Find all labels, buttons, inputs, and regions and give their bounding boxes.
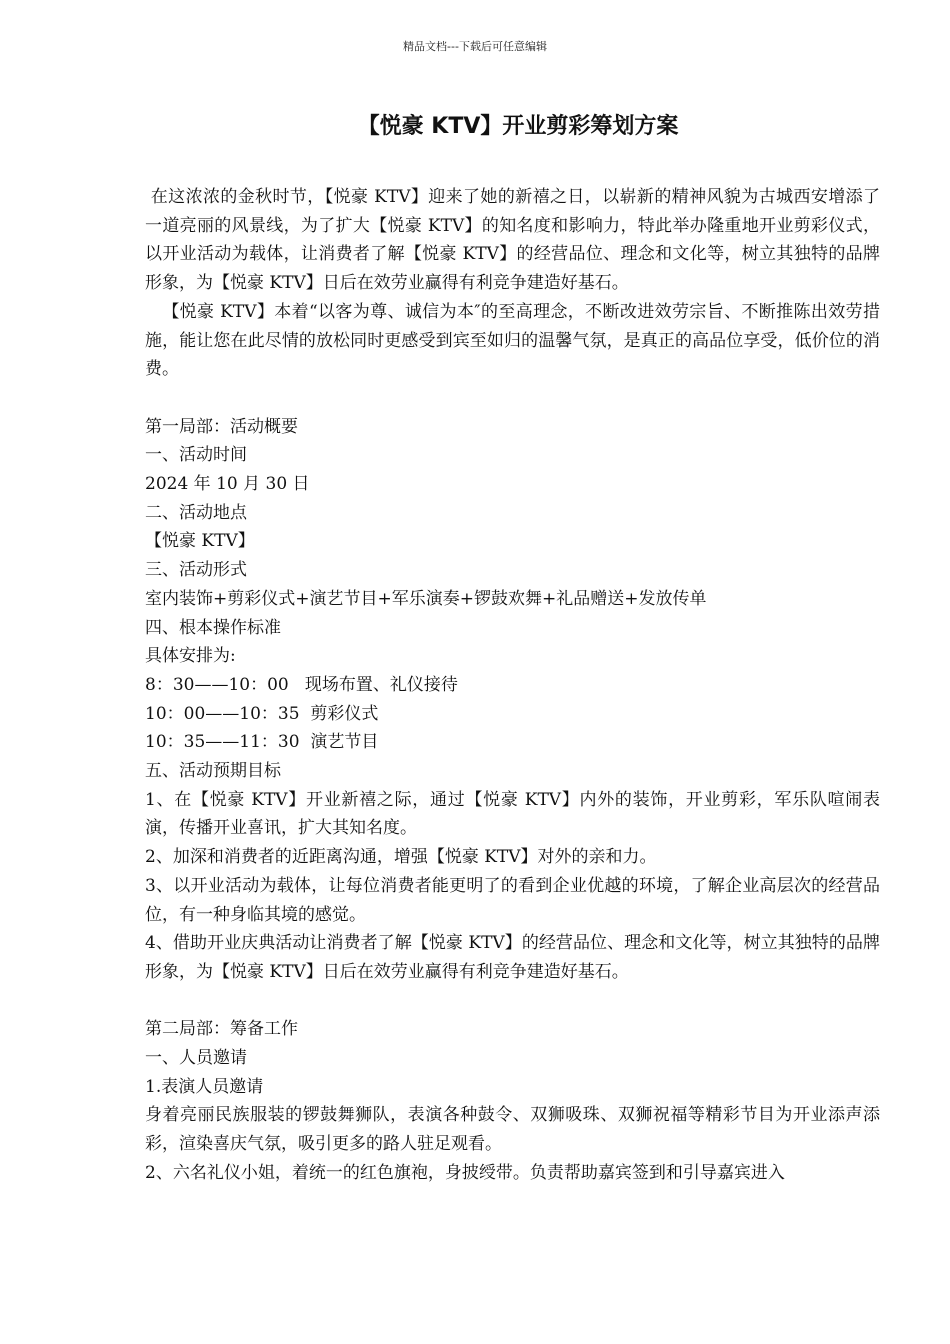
activity-time-heading: 一、活动时间: [145, 445, 247, 466]
header-note: 精品文档---下载后可任意编辑: [403, 40, 547, 53]
document-title: 【悦豪 KTV】开业剪彩筹划方案: [357, 114, 679, 139]
performer-heading: 1.表演人员邀请: [145, 1076, 264, 1097]
schedule-item: 10：35——11：30 演艺节目: [145, 732, 379, 753]
goal-item: 4、借助开业庆典活动让消费者了解【悦豪 KTV】的经营品位、理念和文化等，树立其独特的品牌形象，为【悦豪 KTV】日后在效劳业赢得有利竞争建造好基石。: [145, 933, 880, 982]
part1-heading: 第一局部：活动概要: [145, 416, 298, 437]
activity-form-value: 室内装饰+剪彩仪式+演艺节目+军乐演奏+锣鼓欢舞+礼品赠送+发放传单: [145, 588, 707, 609]
spacer: [145, 987, 880, 1016]
activity-form-heading: 三、活动形式: [145, 560, 247, 581]
goal-item: 3、以开业活动为载体，让每位消费者能更明了的看到企业优越的环境，了解企业高层次的经营品位，有一种身临其境的感觉。: [145, 875, 880, 925]
activity-place-value: 【悦豪 KTV】: [145, 531, 255, 552]
intro-paragraph-2: 【悦豪 KTV】本着“以客为尊、诚信为本″的至高理念，不断改进效劳宗旨、不断推陈出效劳措施，能让您在此尽情的放松同时更感受到宾至如归的温馨气氛，是真正的高品位享受，低价位的消费。: [145, 301, 880, 380]
etiquette-text: 2、六名礼仪小姐，着统一的红色旗袍，身披绶带。负责帮助嘉宾签到和引导嘉宾进入: [145, 1162, 785, 1183]
activity-time-value: 2024 年 10 月 30 日: [145, 474, 310, 495]
goal-item: 1、在【悦豪 KTV】开业新禧之际，通过【悦豪 KTV】内外的装饰，开业剪彩，军乐队喧闹表演，传播开业喜讯，扩大其知名度。: [145, 789, 880, 839]
intro-paragraph-1: 在这浓浓的金秋时节，【悦豪 KTV】迎来了她的新禧之日，以崭新的精神风貌为古城西安增添了一道亮丽的风景线，为了扩大【悦豪 KTV】的知名度和影响力，特此举办隆重地开业剪彩仪式，以开业活动为载体，让消费者了解【悦豪 KTV】的经营品位、理念和文化等，树立其独特的品牌形象，为【悦豪 KTV】日后在效劳业赢得有利竞争建造好基石。: [145, 187, 880, 294]
schedule-item: 10：00——10：35 剪彩仪式: [145, 703, 379, 724]
spacer: [145, 384, 880, 413]
schedule-item: 8：30——10：00 现场布置、礼仪接待: [145, 674, 458, 695]
document-body: [145, 183, 880, 1188]
schedule-intro: 具体安排为:: [145, 646, 236, 667]
part2-heading: 第二局部：筹备工作: [145, 1019, 298, 1040]
goals-heading: 五、活动预期目标: [145, 761, 281, 782]
goal-item: 2、加深和消费者的近距离沟通，增强【悦豪 KTV】对外的亲和力。: [145, 847, 657, 868]
performer-text: 身着亮丽民族服装的锣鼓舞狮队，表演各种鼓令、双狮吸珠、双狮祝福等精彩节目为开业添声添彩，渲染喜庆气氛，吸引更多的路人驻足观看。: [145, 1105, 880, 1155]
activity-place-heading: 二、活动地点: [145, 502, 247, 523]
invite-heading: 一、人员邀请: [145, 1048, 247, 1069]
operation-standard-heading: 四、根本操作标准: [145, 617, 281, 638]
